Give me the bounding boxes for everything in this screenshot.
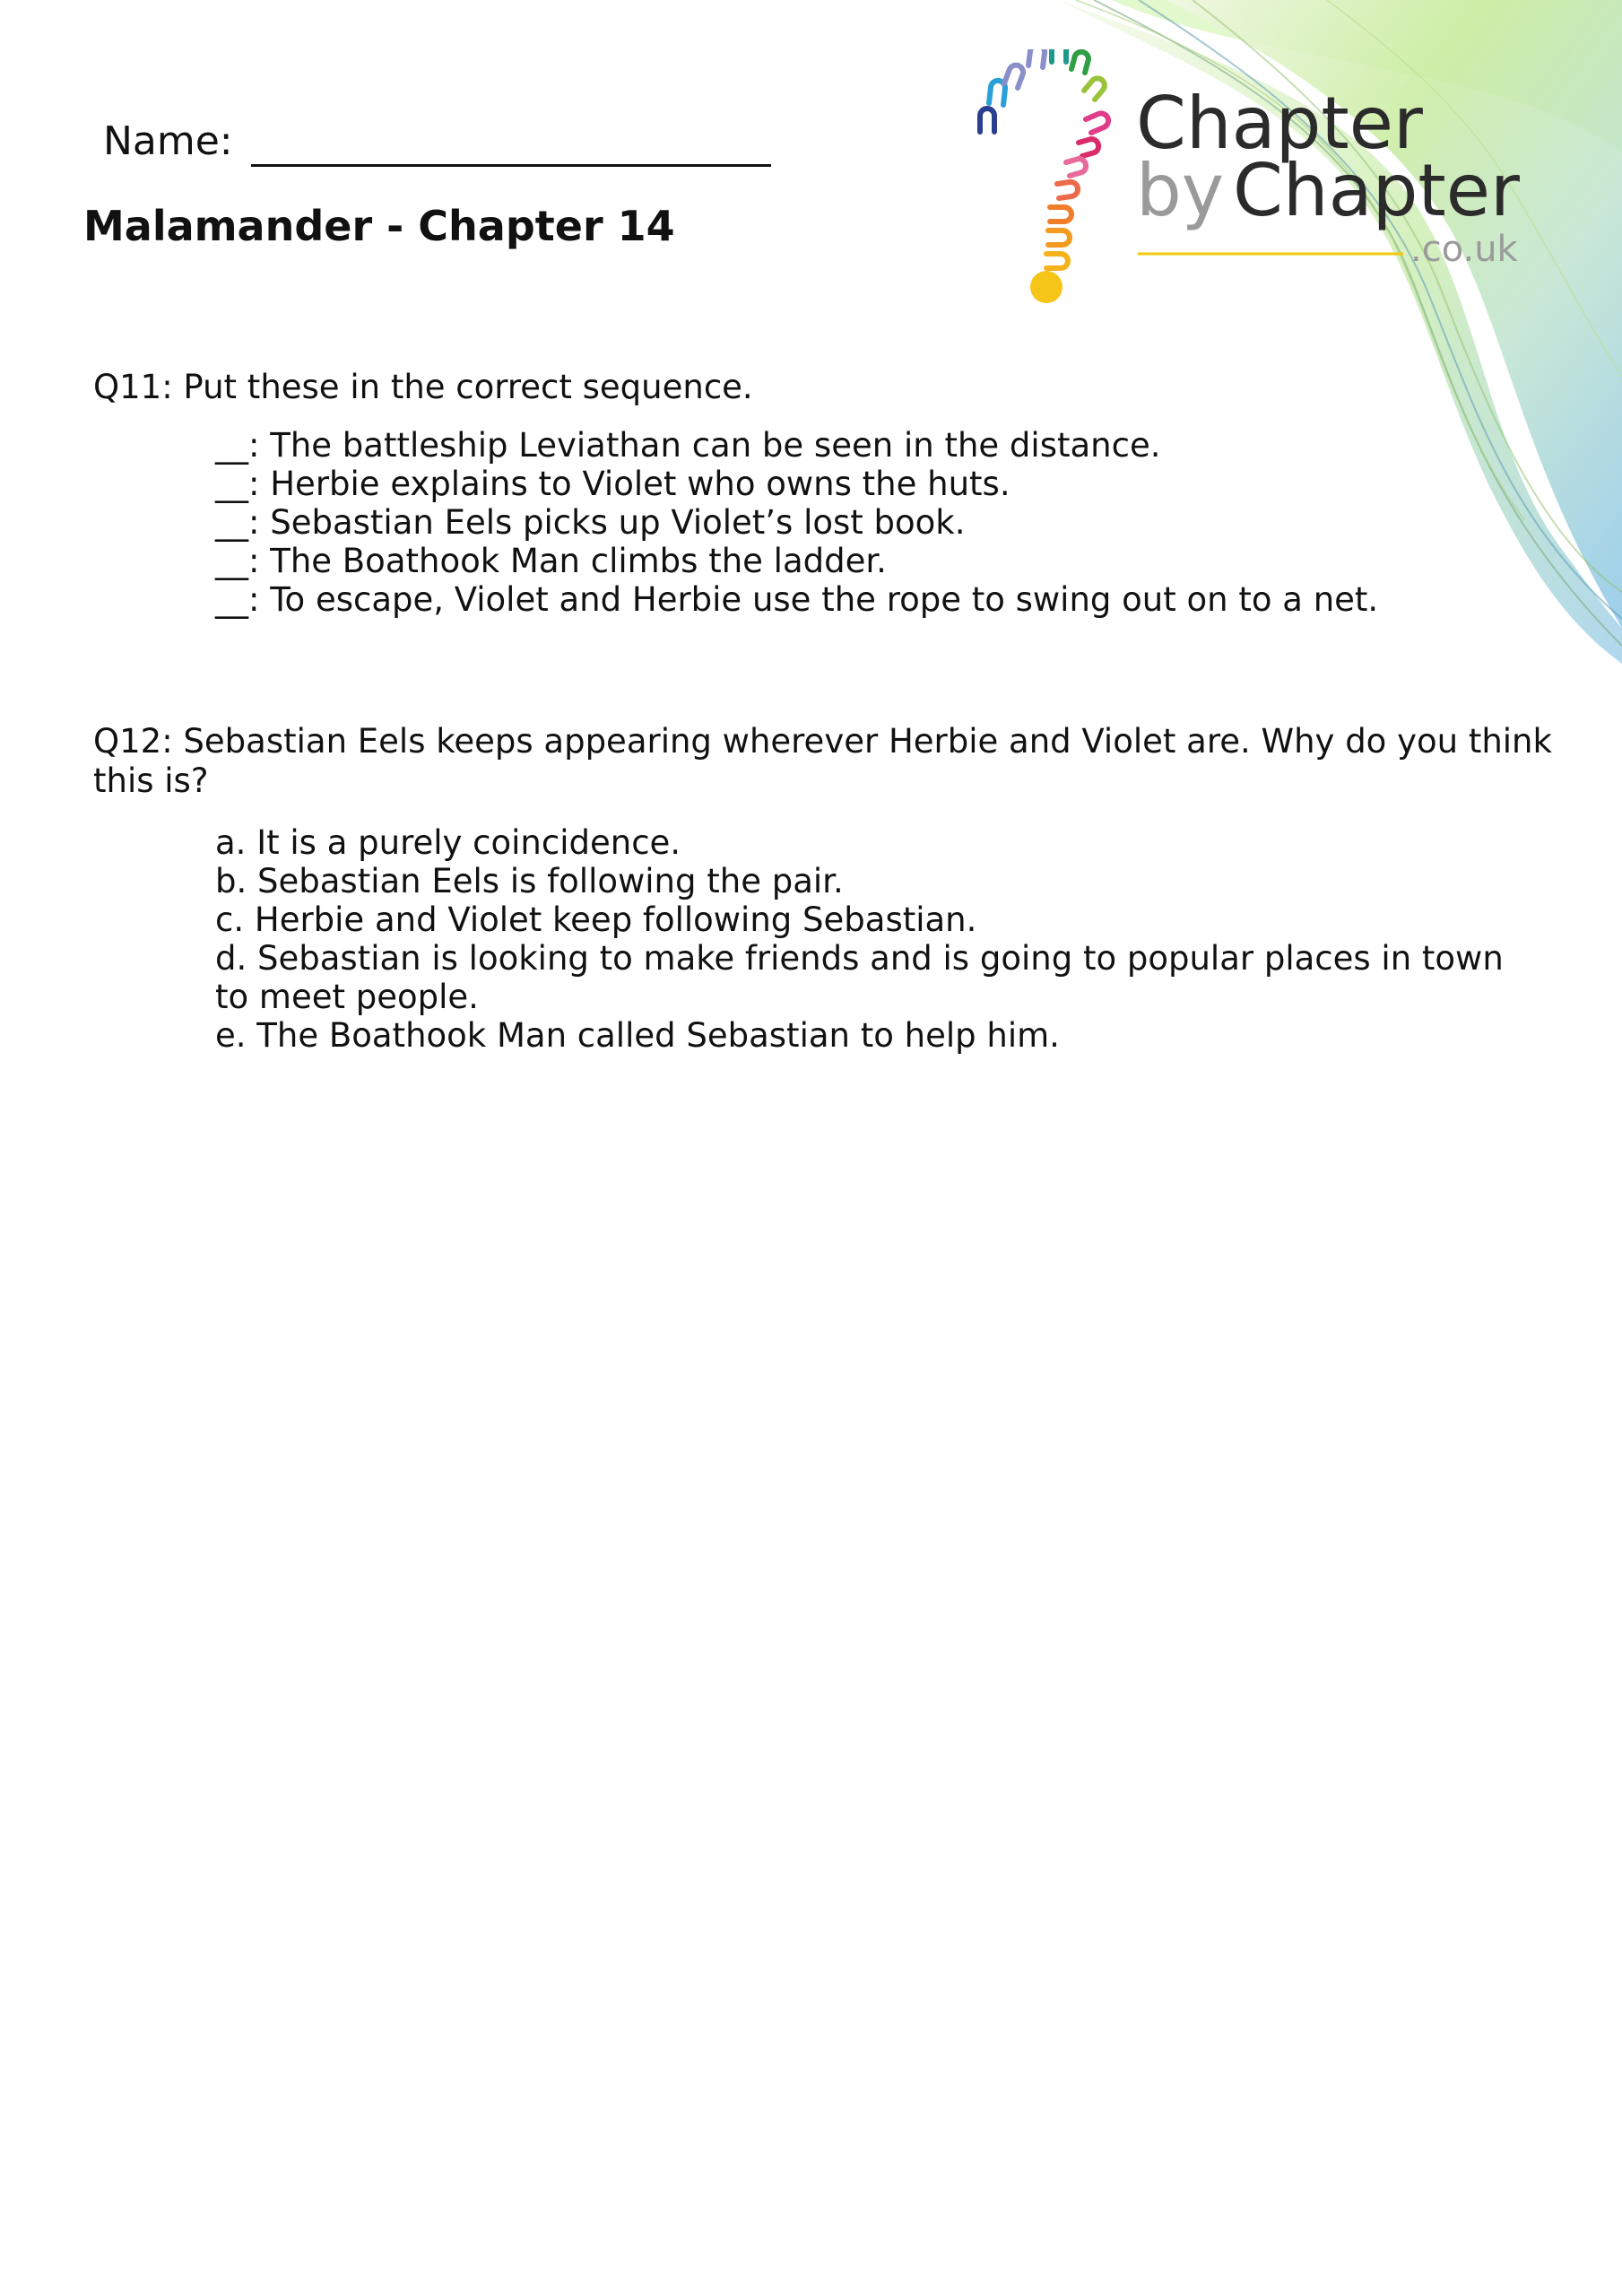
sequence-item: __: Herbie explains to Violet who owns the huts. bbox=[215, 465, 1010, 503]
sequence-item: __: To escape, Violet and Herbie use the rope to swing out on to a net. bbox=[215, 580, 1379, 619]
logo-by: by bbox=[1136, 149, 1225, 232]
logo-domain: .co.uk bbox=[1410, 229, 1518, 270]
chapter-by-chapter-logo bbox=[964, 49, 1538, 318]
question-12-options bbox=[215, 823, 1542, 1055]
sequence-item: __: The battleship Leviathan can be seen in the distance. bbox=[215, 426, 1161, 465]
answer-option: d. Sebastian is looking to make friends and is going to popular places in town to meet people. bbox=[215, 939, 1504, 1016]
sequence-item: __: The Boathook Man climbs the ladder. bbox=[215, 542, 887, 580]
answer-option: c. Herbie and Violet keep following Sebastian. bbox=[215, 900, 977, 939]
question-11-items bbox=[215, 426, 1515, 619]
name-label: Name: bbox=[103, 118, 233, 164]
question-12-prompt: Q12: Sebastian Eels keeps appearing wherever Herbie and Violet are. Why do you think this is? bbox=[93, 722, 1552, 800]
sequence-item: __: Sebastian Eels picks up Violet’s lost book. bbox=[215, 503, 966, 542]
name-write-line[interactable] bbox=[251, 164, 771, 167]
answer-option: a. It is a purely coincidence. bbox=[215, 823, 681, 862]
logo-line2: Chapter bbox=[1233, 149, 1520, 232]
page-title: Malamander - Chapter 14 bbox=[83, 202, 675, 250]
answer-option: b. Sebastian Eels is following the pair. bbox=[215, 862, 844, 900]
book-question-mark-icon bbox=[980, 49, 1108, 303]
answer-option: e. The Boathook Man called Sebastian to help him. bbox=[215, 1016, 1060, 1055]
question-11-prompt: Q11: Put these in the correct sequence. bbox=[93, 368, 753, 406]
logo-line1: Chapter bbox=[1136, 82, 1423, 165]
